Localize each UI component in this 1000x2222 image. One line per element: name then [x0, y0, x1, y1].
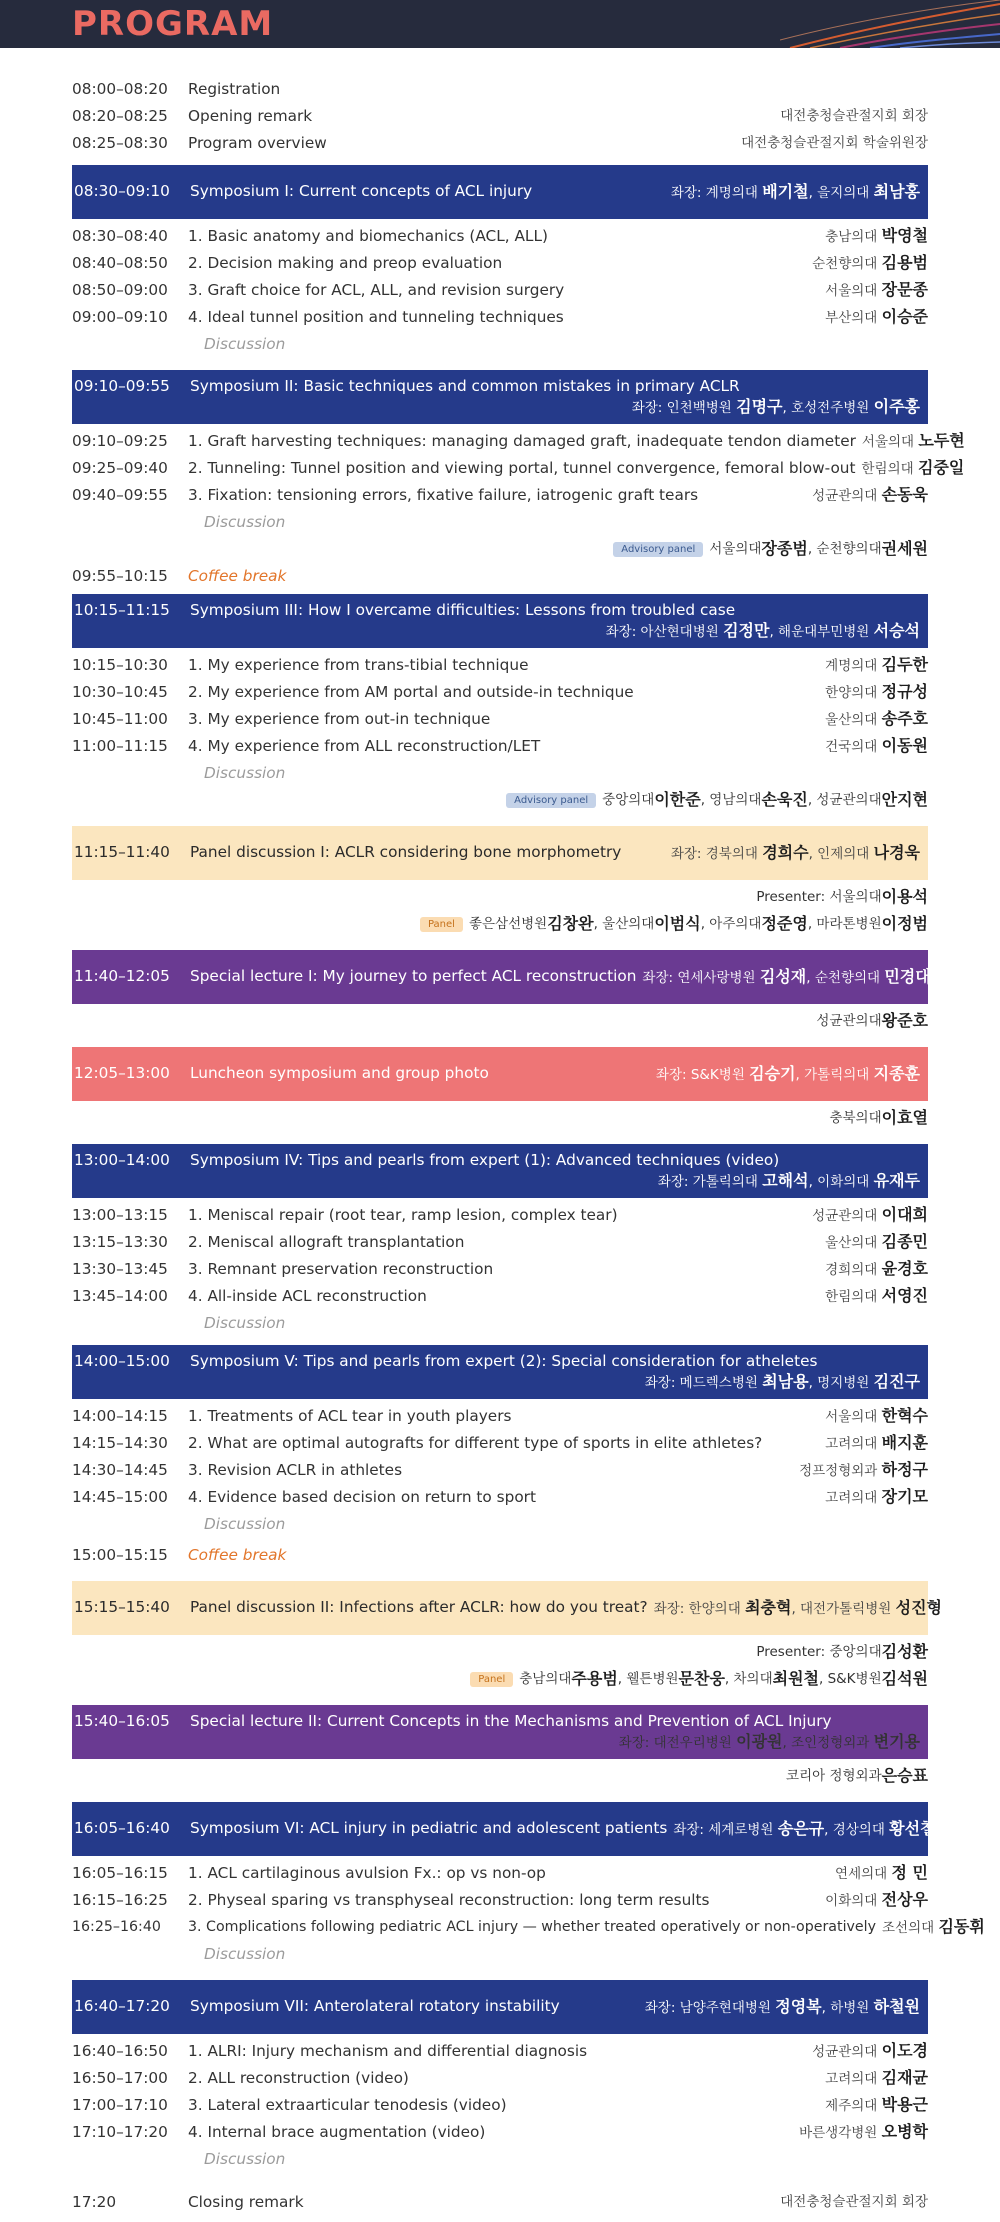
panel-discussion-2-header: [72, 1581, 942, 1635]
talk-title: 1. Basic anatomy and biomechanics (ACL, ALL): [188, 226, 548, 245]
schedule-row-program-overview: [72, 130, 928, 157]
talk-title: 3. Fixation: tensioning errors, fixative failure, iatrogenic graft tears: [188, 485, 699, 504]
time-slot: 10:15–10:30: [72, 655, 168, 674]
talk-title: 3. Lateral extraarticular tenodesis (video): [188, 2095, 507, 2114]
advisory-panel-tag: Advisory panel: [613, 542, 703, 558]
speaker: 바른생각병원 오병학: [799, 2122, 928, 2142]
session-title: Panel discussion II: Infections after ACLR: how do you treat?: [190, 1598, 648, 1617]
talk-row: [72, 2119, 928, 2146]
panel-tag: Panel: [420, 917, 463, 933]
time-slot: 16:25–16:40: [72, 1919, 161, 1936]
talk-row: [72, 1256, 928, 1283]
speaker: 한양의대 정규성: [825, 682, 928, 702]
time-slot: 16:15–16:25: [72, 1890, 168, 1909]
speaker: 서울의대 노두현: [861, 431, 965, 451]
chairs: 좌장: 연세사랑병원 김성재, 순천향의대 민경대: [642, 966, 931, 986]
time-slot: 17:20: [72, 2192, 117, 2211]
speaker: 성균관의대 이도경: [812, 2041, 928, 2061]
time-slot: 08:50–09:00: [72, 280, 168, 299]
talk-title: 3. Graft choice for ACL, ALL, and revision surgery: [188, 280, 565, 299]
panel-tag: Panel: [470, 1672, 513, 1688]
symposium-7-header: [72, 1980, 928, 2034]
talk-row: [72, 1283, 928, 1310]
time-slot: 08:25–08:30: [72, 133, 168, 152]
time-slot: 09:10–09:55: [74, 376, 170, 395]
discussion-row: [72, 1310, 928, 1337]
talk-row: [72, 652, 928, 679]
advisory-panel-row: Advisory panel 중앙의대 이한준 , 영남의대 손욱진 , 성균관의대 안지현: [72, 787, 928, 814]
session-title: Symposium II: Basic techniques and common mistakes in primary ACLR: [190, 376, 740, 395]
symposium-2-header: [72, 370, 928, 424]
session-title: Panel discussion I: ACLR considering bone morphometry: [190, 843, 622, 862]
talk-row: [72, 2065, 928, 2092]
discussion-label: Discussion: [204, 2149, 286, 2168]
talk-title: 4. Evidence based decision on return to sport: [188, 1487, 536, 1506]
talk-row: [72, 1229, 928, 1256]
speaker: 건국의대 이동원: [825, 736, 928, 756]
time-slot: 09:25–09:40: [72, 458, 168, 477]
advisory-panel-row: Advisory panel 서울의대 장종범 , 순천향의대 권세원: [72, 536, 928, 563]
speaker: 고려의대 배지훈: [825, 1433, 928, 1453]
speaker: 순천향의대 김용범: [812, 253, 928, 273]
coffee-break-label: Coffee break: [188, 566, 287, 585]
talk-title: 1. Graft harvesting techniques: managing damaged graft, inadequate tendon diameter: [188, 431, 856, 450]
coffee-break-row: [72, 1542, 928, 1569]
talk-title: 1. Meniscal repair (root tear, ramp lesion, complex tear): [188, 1205, 618, 1224]
session-title: Special lecture I: My journey to perfect ACL reconstruction: [190, 967, 637, 986]
talk-title: 2. Tunneling: Tunnel position and viewing portal, tunnel convergence, femoral blow-out: [188, 458, 856, 477]
symposium-5-header: [72, 1345, 928, 1399]
chairs: 좌장: 가톨릭의대 고해석, 이화의대 유재두: [657, 1170, 920, 1190]
page-header: [0, 0, 1000, 48]
speaker: 고려의대 장기모: [825, 1487, 928, 1507]
talk-title: 2. My experience from AM portal and outside-in technique: [188, 682, 634, 701]
discussion-row: [72, 1941, 928, 1968]
time-slot: 08:30–09:10: [74, 182, 170, 201]
chairs: 좌장: 메드렉스병원 최남용, 명지병원 김진구: [644, 1371, 920, 1391]
session-title: Symposium I: Current concepts of ACL injury: [190, 182, 533, 201]
talk-row: [72, 733, 928, 760]
discussion-label: Discussion: [204, 763, 286, 782]
speaker: 제주의대 박용근: [825, 2095, 928, 2115]
chairs: 좌장: 인천백병원 김명구, 호성전주병원 이주홍: [631, 396, 920, 416]
talk-row: [72, 1457, 928, 1484]
talk-title: 2. Physeal sparing vs transphyseal reconstruction: long term results: [188, 1890, 710, 1909]
session-title: Program overview: [188, 133, 327, 152]
talk-row: [72, 304, 928, 331]
speaker-row: 충북의대 이효열: [829, 1108, 928, 1128]
time-slot: 13:30–13:45: [72, 1259, 168, 1278]
time-slot: 17:10–17:20: [72, 2122, 168, 2141]
time-slot: 11:40–12:05: [74, 967, 170, 986]
time-slot: 14:00–14:15: [72, 1406, 168, 1425]
session-title: Closing remark: [188, 2192, 304, 2211]
talk-row: [72, 223, 928, 250]
speaker: 충남의대 박영철: [825, 226, 928, 246]
time-slot: 16:05–16:15: [72, 1863, 168, 1882]
speaker: 울산의대 김종민: [825, 1232, 928, 1252]
speaker: 서울의대 장문종: [825, 280, 928, 300]
talk-row: [72, 482, 928, 509]
panel-row: Panel 충남의대 주용범 , 웰튼병원 문찬웅 , 차의대 최원철 , S&K병원 김석원: [72, 1666, 928, 1693]
discussion-label: Discussion: [204, 334, 286, 353]
time-slot: 13:00–13:15: [72, 1205, 168, 1224]
chairs: 좌장: 아산현대병원 김정만, 해운대부민병원 서승석: [605, 620, 920, 640]
talk-title: 3. Revision ACLR in athletes: [188, 1460, 403, 1479]
luncheon-symposium-header: [72, 1047, 928, 1101]
speaker-affiliation: 대전충청슬관절지회 회장: [780, 2193, 928, 2210]
symposium-4-header: [72, 1144, 928, 1198]
discussion-label: Discussion: [204, 1313, 286, 1332]
chairs: 좌장: 계명의대 배기철, 을지의대 최남홍: [670, 181, 920, 201]
speaker: 이화의대 전상우: [825, 1890, 928, 1910]
time-slot: 10:15–11:15: [74, 600, 170, 619]
talk-row: [72, 706, 928, 733]
schedule-row-opening-remark: [72, 103, 928, 130]
talk-title: 2. Decision making and preop evaluation: [188, 253, 503, 272]
time-slot: 09:00–09:10: [72, 307, 168, 326]
talk-row: [72, 277, 928, 304]
session-title: Symposium VI: ACL injury in pediatric and adolescent patients: [190, 1819, 668, 1838]
talk-row: [72, 679, 928, 706]
time-slot: 14:45–15:00: [72, 1487, 168, 1506]
speaker: 한림의대 서영진: [825, 1286, 928, 1306]
talk-title: 4. All-inside ACL reconstruction: [188, 1286, 427, 1305]
talk-title: 1. ALRI: Injury mechanism and differential diagnosis: [188, 2041, 588, 2060]
time-slot: 11:15–11:40: [74, 843, 170, 862]
speaker: 성균관의대 이대희: [812, 1205, 928, 1225]
talk-title: 2. What are optimal autografts for different type of sports in elite athletes?: [188, 1433, 763, 1452]
chairs: 좌장: 세계로병원 송은규, 경상의대 황선철: [673, 1818, 936, 1838]
talk-row: [72, 2092, 928, 2119]
chairs: 좌장: 한양의대 최충혁, 대전가톨릭병원 성진형: [653, 1597, 942, 1617]
time-slot: 09:10–09:25: [72, 431, 168, 450]
discussion-label: Discussion: [204, 1944, 286, 1963]
talk-row: [72, 1860, 928, 1887]
time-slot: 16:40–17:20: [74, 1997, 170, 2016]
schedule-row-registration: [72, 76, 928, 103]
time-slot: 09:40–09:55: [72, 485, 168, 504]
session-title: Registration: [188, 79, 281, 98]
talk-row: [72, 1430, 928, 1457]
discussion-label: Discussion: [204, 1514, 286, 1533]
coffee-break-label: Coffee break: [188, 1545, 287, 1564]
talk-title: 3. Complications following pediatric ACL injury — whether treated operatively or non-operatively: [188, 1919, 876, 1936]
session-title: Special lecture II: Current Concepts in the Mechanisms and Prevention of ACL Injury: [190, 1711, 832, 1730]
time-slot: 08:30–08:40: [72, 226, 168, 245]
chairs: 좌장: 남양주현대병원 정영복, 하병원 하철원: [644, 1996, 920, 2016]
discussion-row: [72, 331, 928, 358]
time-slot: 17:00–17:10: [72, 2095, 168, 2114]
speaker-affiliation: 대전충청슬관절지회 회장: [780, 107, 928, 124]
time-slot: 14:30–14:45: [72, 1460, 168, 1479]
symposium-6-header: [72, 1802, 936, 1856]
time-slot: 08:20–08:25: [72, 106, 168, 125]
time-slot: 15:40–16:05: [74, 1711, 170, 1730]
session-title: Symposium IV: Tips and pearls from expert (1): Advanced techniques (video): [190, 1150, 780, 1169]
chairs: 좌장: 대전우리병원 이광원, 조인정형외과 변기용: [618, 1731, 920, 1751]
discussion-row: [72, 1511, 928, 1538]
talk-title: 2. Meniscal allograft transplantation: [188, 1232, 465, 1251]
time-slot: 15:00–15:15: [72, 1545, 168, 1564]
special-lecture-2-header: [72, 1705, 928, 1759]
speaker: 부산의대 이승준: [825, 307, 928, 327]
speaker-row: 코리아 정형외과 은승표: [786, 1766, 928, 1786]
chairs: 좌장: 경북의대 경희수, 인제의대 나경욱: [670, 842, 920, 862]
talk-title: 1. ACL cartilaginous avulsion Fx.: op vs non-op: [188, 1863, 546, 1882]
speaker: 한림의대 김중일: [861, 458, 965, 478]
talk-row: [72, 250, 928, 277]
special-lecture-1-header: [72, 950, 931, 1004]
speaker-row: 성균관의대 왕준호: [816, 1011, 928, 1031]
session-title: Symposium III: How I overcame difficulties: Lessons from troubled case: [190, 600, 736, 619]
time-slot: 09:55–10:15: [72, 566, 168, 585]
time-slot: 13:15–13:30: [72, 1232, 168, 1251]
speaker: 연세의대 정 민: [835, 1863, 928, 1883]
time-slot: 16:05–16:40: [74, 1819, 170, 1838]
talk-title: 1. My experience from trans-tibial technique: [188, 655, 529, 674]
program-schedule: [72, 76, 985, 2216]
chairs: 좌장: S&K병원 김승기, 가톨릭의대 지종훈: [655, 1063, 920, 1083]
time-slot: 13:00–14:00: [74, 1150, 170, 1169]
talk-row: [72, 1403, 928, 1430]
discussion-label: Discussion: [204, 512, 286, 531]
panel-discussion-1-header: [72, 826, 928, 880]
time-slot: 16:50–17:00: [72, 2068, 168, 2087]
speaker: 계명의대 김두한: [825, 655, 928, 675]
talk-title: 4. My experience from ALL reconstruction/LET: [188, 736, 541, 755]
speaker: 울산의대 송주호: [825, 709, 928, 729]
talk-title: 2. ALL reconstruction (video): [188, 2068, 409, 2087]
time-slot: 08:00–08:20: [72, 79, 168, 98]
talk-row: [72, 1887, 928, 1914]
speaker: 조선의대 김동휘: [881, 1917, 985, 1937]
session-title: Symposium V: Tips and pearls from expert (2): Special consideration for atheletes: [190, 1351, 818, 1370]
advisory-panel-tag: Advisory panel: [506, 793, 596, 809]
speaker: 경희의대 윤경호: [825, 1259, 928, 1279]
time-slot: 15:15–15:40: [74, 1598, 170, 1617]
speaker: 성균관의대 손동욱: [812, 485, 928, 505]
talk-row: [72, 1202, 928, 1229]
time-slot: 14:00–15:00: [74, 1351, 170, 1370]
presenter-row: Presenter: 중앙의대 김성환: [756, 1642, 928, 1662]
talk-title: 3. My experience from out-in technique: [188, 709, 491, 728]
speaker: 고려의대 김재균: [825, 2068, 928, 2088]
time-slot: 13:45–14:00: [72, 1286, 168, 1305]
talk-row: [72, 1484, 928, 1511]
session-title: Luncheon symposium and group photo: [190, 1064, 489, 1083]
coffee-break-row: [72, 563, 928, 590]
time-slot: 08:40–08:50: [72, 253, 168, 272]
symposium-3-header: [72, 594, 928, 648]
speaker: 서울의대 한혁수: [825, 1406, 928, 1426]
speaker-affiliation: 대전충청슬관절지회 학술위원장: [741, 134, 928, 151]
discussion-row: [72, 509, 928, 536]
header-light-streaks-decoration: [780, 0, 1000, 48]
time-slot: 12:05–13:00: [74, 1064, 170, 1083]
time-slot: 16:40–16:50: [72, 2041, 168, 2060]
session-title: Opening remark: [188, 106, 313, 125]
panel-row: Panel 좋은삼선병원 김창완 , 울산의대 이범식 , 아주의대 정준영 , 마라톤병원 이정범: [72, 911, 928, 938]
discussion-row: [72, 760, 928, 787]
talk-title: 4. Internal brace augmentation (video): [188, 2122, 486, 2141]
time-slot: 10:30–10:45: [72, 682, 168, 701]
talk-row: [72, 455, 965, 482]
talk-row: [72, 1914, 985, 1941]
time-slot: 14:15–14:30: [72, 1433, 168, 1452]
talk-title: 1. Treatments of ACL tear in youth players: [188, 1406, 512, 1425]
presenter-row: Presenter: 서울의대 이용석: [756, 887, 928, 907]
time-slot: 10:45–11:00: [72, 709, 168, 728]
session-title: Symposium VII: Anterolateral rotatory instability: [190, 1997, 560, 2016]
schedule-row-closing-remark: [72, 2189, 928, 2216]
page-title: PROGRAM: [72, 4, 274, 44]
symposium-1-header: [72, 165, 928, 219]
speaker: 정프정형외과 하정구: [799, 1460, 928, 1480]
talk-row: [72, 2038, 928, 2065]
talk-title: 3. Remnant preservation reconstruction: [188, 1259, 494, 1278]
talk-title: 4. Ideal tunnel position and tunneling techniques: [188, 307, 564, 326]
talk-row: [72, 428, 965, 455]
discussion-row: [72, 2146, 928, 2173]
time-slot: 11:00–11:15: [72, 736, 168, 755]
